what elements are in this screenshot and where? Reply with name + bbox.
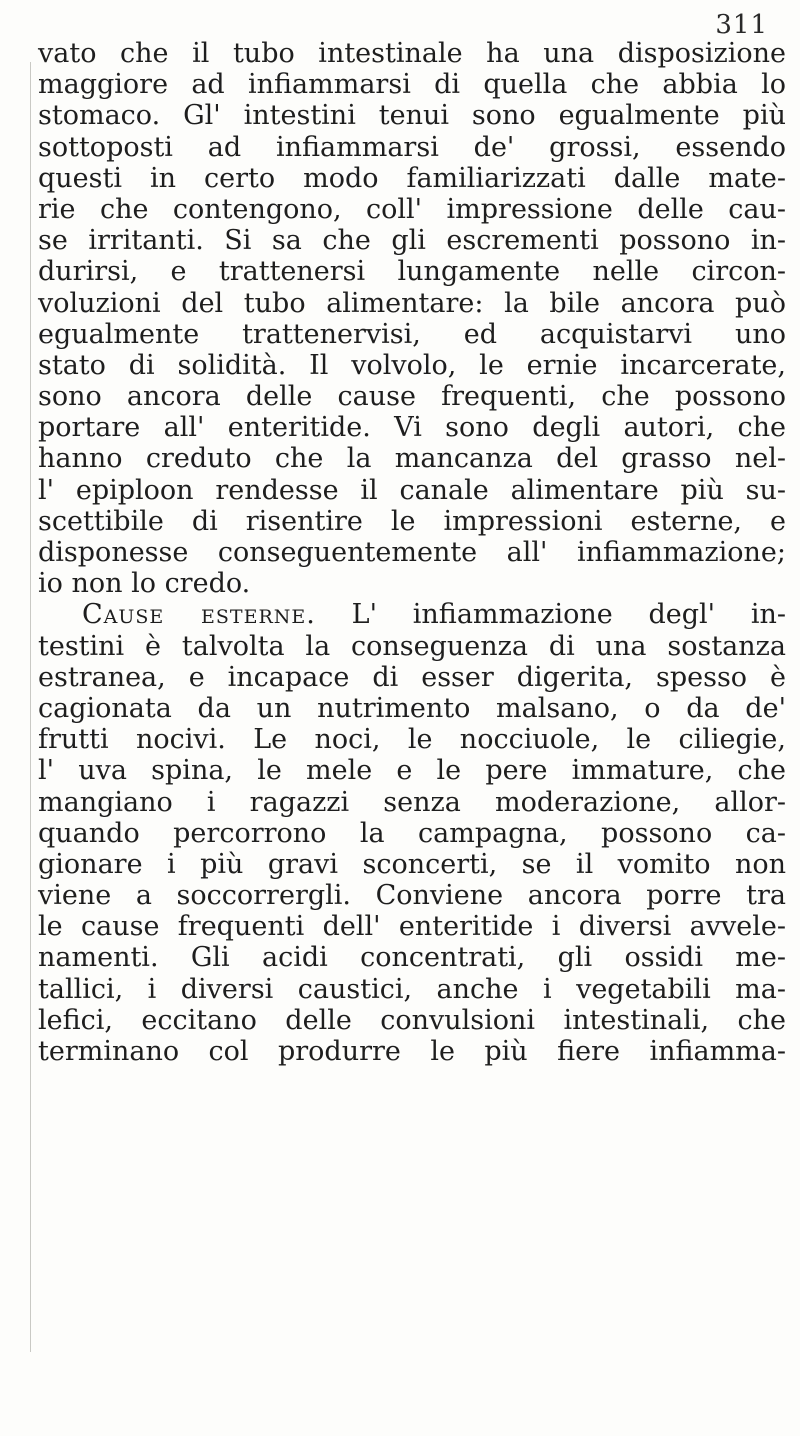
text-line: lefici, eccitano delle convulsioni intestinali, che — [38, 1004, 786, 1036]
section-first-line-text: L' infiammazione degl' in- — [351, 599, 786, 631]
text-line: stomaco. Gl' intestini tenui sono egualmente più — [38, 100, 786, 132]
text-line: tallici, i diversi caustici, anche i vegetabili ma- — [38, 973, 786, 1005]
page-margin-shadow — [30, 62, 31, 1352]
text-line: quando percorrono la campagna, possono ca- — [38, 817, 786, 849]
text-line: viene a soccorrergli. Conviene ancora porre tra — [38, 880, 786, 912]
text-line: gionare i più gravi sconcerti, se il vomito non — [38, 848, 786, 880]
text-line: mangiano i ragazzi senza moderazione, allor- — [38, 786, 786, 818]
text-line: stato di solidità. Il volvolo, le ernie incarcerate, — [38, 349, 786, 381]
text-line: estranea, e incapace di esser digerita, spesso è — [38, 661, 786, 693]
text-line: terminano col produrre le più fiere infiamma- — [38, 1036, 786, 1067]
text-line: l' epiploon rendesse il canale alimentare più su- — [38, 474, 786, 506]
text-line: maggiore ad infiammarsi di quella che abbia lo — [38, 69, 786, 101]
text-line: disponesse conseguentemente all' infiammazione; — [38, 537, 786, 568]
text-line: voluzioni del tubo alimentare: la bile ancora può — [38, 287, 786, 319]
text-line: hanno creduto che la mancanza del grasso nel- — [38, 443, 786, 475]
text-line: egualmente trattenervisi, ed acquistarvi uno — [38, 318, 786, 350]
text-line: io non lo credo. — [38, 568, 251, 600]
text-line: rie che contengono, coll' impressione delle cau- — [38, 193, 786, 225]
text-line: testini è talvolta la conseguenza di una sostanza — [38, 630, 786, 662]
text-line: questi in certo modo familiarizzati dalle mate- — [38, 162, 786, 194]
text-line: scettibile di risentire le impressioni esterne, e — [38, 505, 786, 537]
text-line: cagionata da un nutrimento malsano, o da de' — [38, 692, 786, 724]
text-line: sottoposti ad infiammarsi de' grossi, essendo — [38, 131, 786, 163]
text-line: le cause frequenti dell' enteritide i diversi avvele- — [38, 911, 786, 943]
text-line: portare all' enteritide. Vi sono degli autori, che — [38, 412, 786, 444]
text-line: namenti. Gli acidi concentrati, gli ossidi me- — [38, 942, 786, 974]
text-line: vato che il tubo intestinale ha una disposizione — [38, 38, 786, 69]
text-line: se irritanti. Si sa che gli escrementi possono in- — [38, 225, 786, 257]
text-line: durirsi, e trattenersi lungamente nelle circon- — [38, 256, 786, 288]
text-line: sono ancora delle cause frequenti, che possono — [38, 381, 786, 413]
text-line: l' uva spina, le mele e le pere immature, che — [38, 755, 786, 787]
section-first-line — [38, 599, 786, 630]
page-number: 311 — [715, 10, 768, 40]
body-text — [38, 38, 786, 1067]
section-heading: Cause esterne. — [82, 599, 316, 631]
text-line: frutti nocivi. Le noci, le nocciuole, le ciliegie, — [38, 724, 786, 756]
